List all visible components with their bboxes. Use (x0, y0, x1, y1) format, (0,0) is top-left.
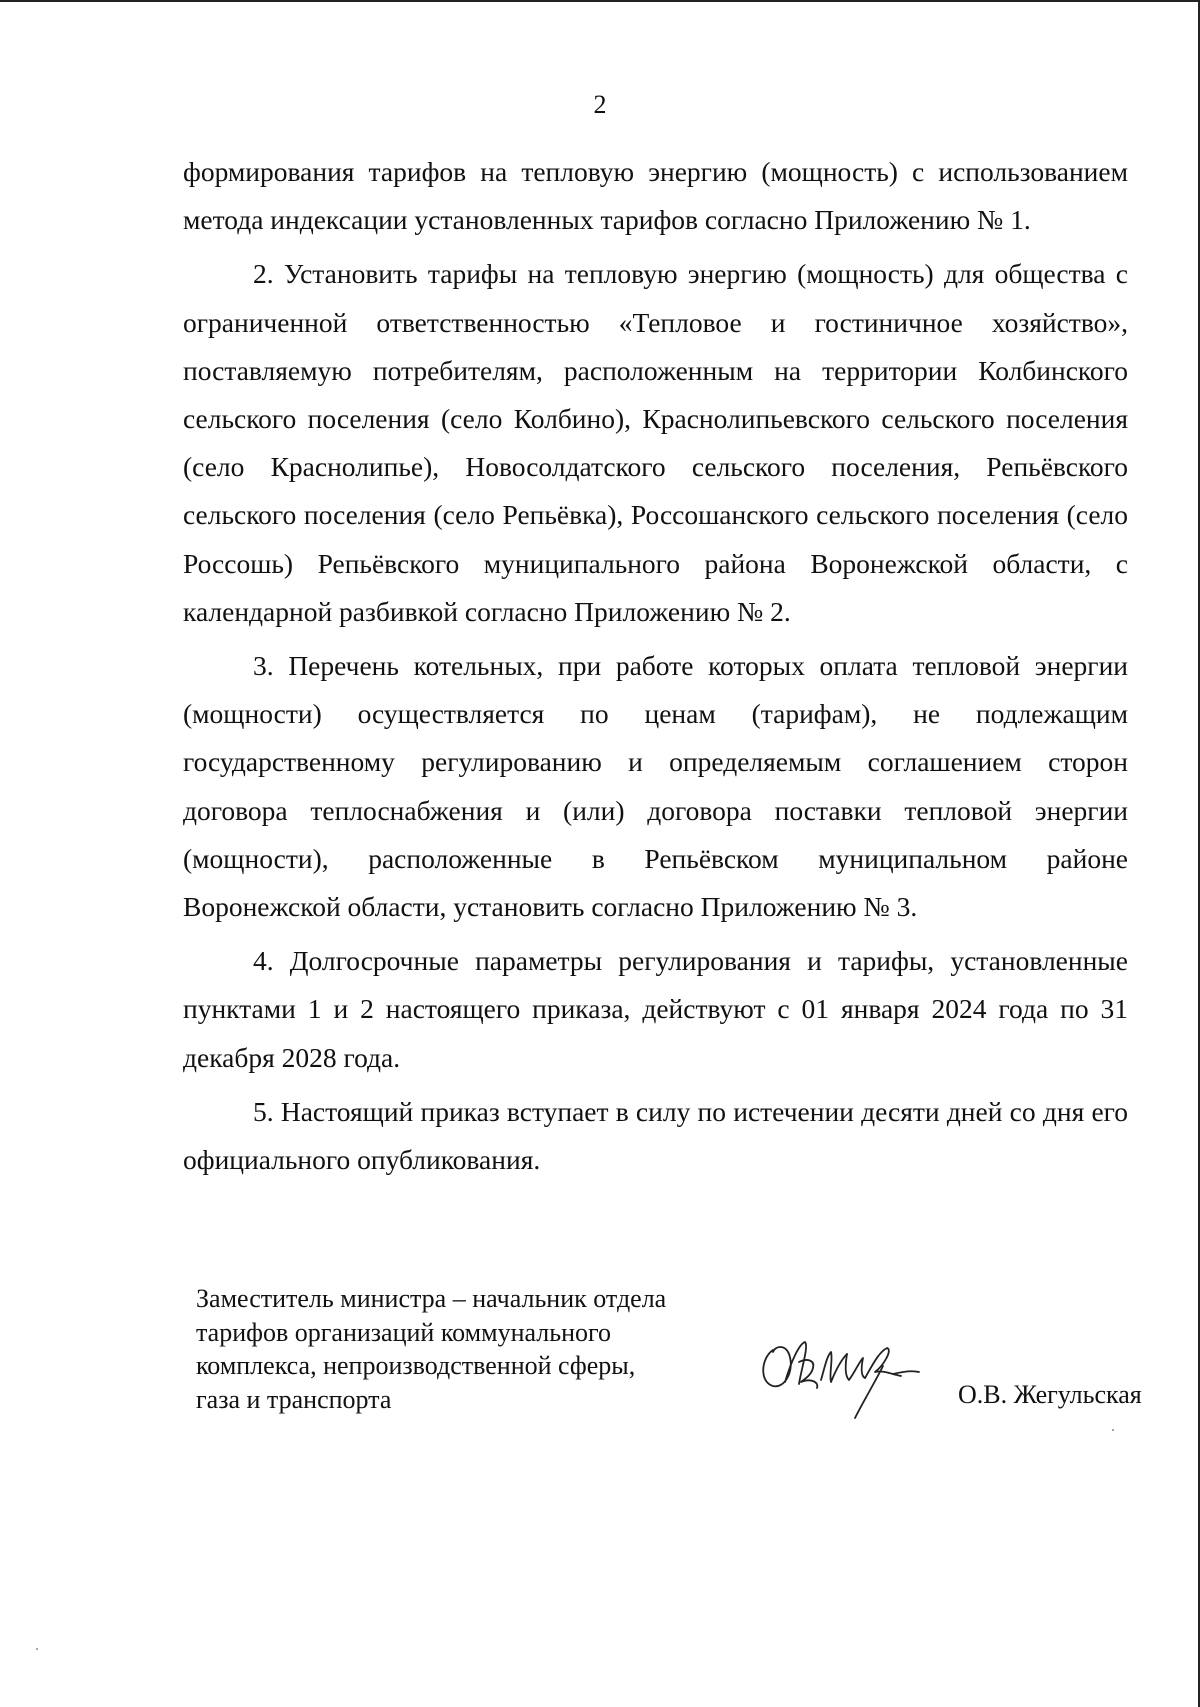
paragraph-item-3: 3. Перечень котельных, при работе которых оплата тепловой энергии (мощности) осуществляется по ценам (тарифам), не подлежащим государственному регулированию и определяемым соглашением сторон договора теплоснабжения и (или) договора поставки тепловой энергии (мощности), расположенные в Репьёвском муниципальном районе Воронежской области, установить согласно Приложению № 3. (183, 650, 1128, 923)
paragraph-item-2: 2. Установить тарифы на тепловую энергию (мощность) для общества с ограниченной ответственностью «Тепловое и гостиничное хозяйство», поставляемую потребителям, расположенным на территории Колбинского сельского поселения (село Колбино), Краснолипьевского сельского поселения (село Краснолипье), Новосолдатского сельского поселения, Репьёвского сельского поселения (село Репьёвка), Россошанского сельского поселения (село Россошь) Репьёвского муниципального района Воронежской области, с календарной разбивкой согласно Приложению № 2. (183, 258, 1128, 627)
paragraph-item-4: 4. Долгосрочные параметры регулирования и тарифы, установленные пунктами 1 и 2 настоящего приказа, действуют с 01 января 2024 года по 31 декабря 2028 года. (183, 945, 1128, 1073)
signer-position-line: тарифов организаций коммунального (196, 1317, 612, 1347)
scan-speck (1112, 1429, 1114, 1431)
signer-position (196, 1282, 736, 1416)
signer-name: О.В. Жегульская (958, 1380, 1142, 1409)
page-number: 2 (593, 90, 607, 119)
signer-position-line: газа и транспорта (196, 1384, 392, 1414)
paragraph-item-5: 5. Настоящий приказ вступает в силу по истечении десяти дней со дня его официального опубликования. (183, 1095, 1128, 1176)
scan-speck (36, 1648, 38, 1650)
signer-position-line: комплекса, непроизводственной сферы, (196, 1351, 636, 1380)
handwritten-signature (755, 1322, 930, 1422)
signer-position-line: Заместитель министра – начальник отдела (196, 1284, 667, 1313)
order-body (183, 148, 1128, 1184)
paragraph-continuation: формирования тарифов на тепловую энергию (мощность) с использованием метода индексации установленных тарифов согласно Приложению № 1. (183, 156, 1128, 236)
